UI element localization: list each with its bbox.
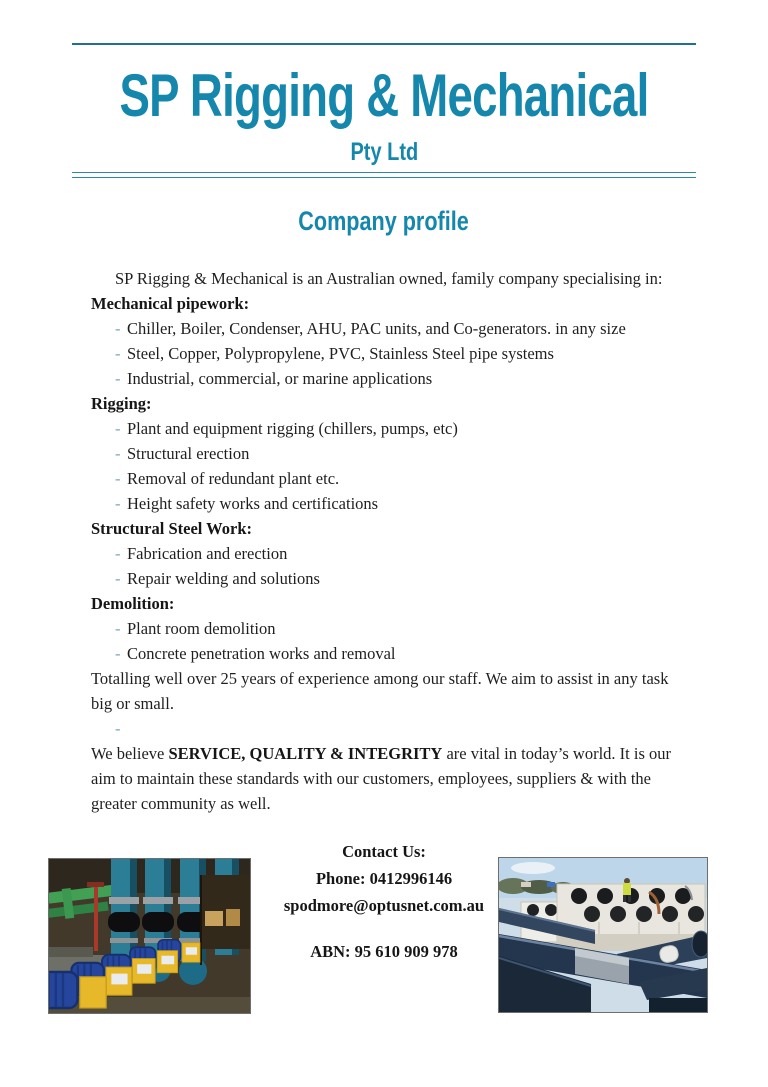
section-title-demolition: Demolition:	[91, 594, 175, 613]
top-rule	[72, 43, 696, 45]
intro-paragraph: SP Rigging & Mechanical is an Australian owned, family company specialising in:	[115, 269, 663, 288]
belief-suffix: are vital in today’s world. It is our aim to maintain these standards with our customers, employees, suppliers & with the greater community as well.	[91, 744, 672, 813]
belief-prefix: We believe	[91, 744, 169, 763]
page-title-text: SP Rigging & Mechanical	[119, 62, 649, 129]
list-item: - Concrete penetration works and removal	[91, 641, 692, 666]
experience-paragraph: Totalling well over 25 years of experience among our staff. We aim to assist in any task big or small.	[91, 669, 669, 713]
demolition-list	[91, 616, 692, 666]
red-pipe	[94, 885, 98, 951]
company-profile-heading-text: Company profile	[298, 206, 470, 236]
page-subtitle-text: Pty Ltd	[350, 138, 418, 166]
contact-heading: Contact Us:	[342, 842, 426, 861]
list-item: - Steel, Copper, Polypropylene, PVC, Stainless Steel pipe systems	[91, 341, 692, 366]
section-title-mechanical-pipework: Mechanical pipework:	[91, 294, 250, 313]
rooftop-chiller-pipework-photo	[498, 857, 708, 1013]
mechanical-pipework-list	[91, 316, 692, 391]
contact-phone: Phone: 0412996146	[315, 869, 453, 888]
list-item: - Removal of redundant plant etc.	[91, 466, 692, 491]
belief-paragraph	[91, 741, 692, 816]
page-subtitle	[0, 140, 768, 165]
structural-steel-list	[91, 541, 692, 591]
list-item: - Repair welding and solutions	[91, 566, 692, 591]
stray-bullet	[91, 716, 692, 741]
list-item: - Plant and equipment rigging (chillers, pumps, etc)	[91, 416, 692, 441]
section-title-rigging: Rigging:	[91, 394, 152, 413]
body-text	[91, 266, 692, 816]
list-item: - Structural erection	[91, 441, 692, 466]
double-rule	[72, 172, 696, 178]
list-item: - Plant room demolition	[91, 616, 692, 641]
list-item: - Height safety works and certifications	[91, 491, 692, 516]
company-profile-heading	[0, 208, 768, 235]
contact-abn: ABN: 95 610 909 978	[310, 942, 458, 961]
plant-room-pumps-photo	[48, 858, 251, 1014]
list-item: - Fabrication and erection	[91, 541, 692, 566]
list-item: - Industrial, commercial, or marine applications	[91, 366, 692, 391]
rigging-list	[91, 416, 692, 516]
list-item: - Chiller, Boiler, Condenser, AHU, PAC units, and Co-generators. in any size	[91, 316, 692, 341]
section-title-structural-steel: Structural Steel Work:	[91, 519, 253, 538]
rooftop-chiller-illustration	[499, 858, 707, 1012]
page-title	[0, 62, 768, 129]
plant-room-pumps-illustration	[49, 859, 250, 1013]
belief-emphasis: SERVICE, QUALITY & INTEGRITY	[168, 744, 443, 763]
contact-email: spodmore@optusnet.com.au	[283, 896, 485, 915]
